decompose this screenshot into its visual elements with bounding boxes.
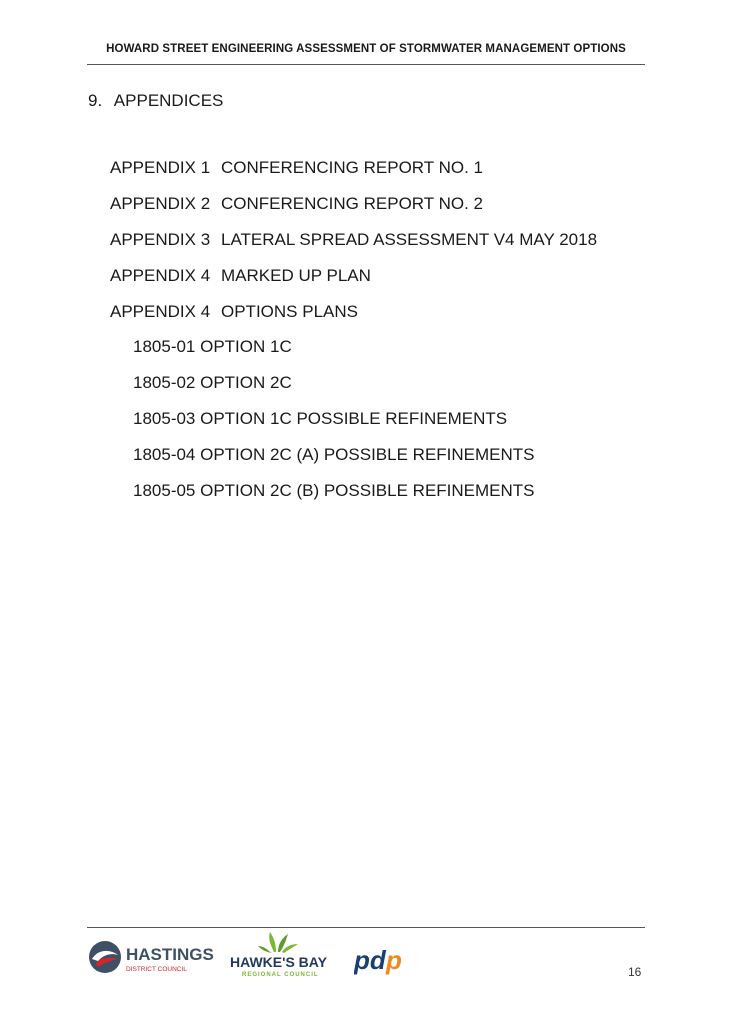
appendix-number: APPENDIX 2 (110, 194, 211, 213)
pdp-logo (354, 945, 410, 977)
svg-text:HAWKE'S BAY: HAWKE'S BAY (230, 954, 327, 970)
appendix-title: LATERAL SPREAD ASSESSMENT V4 MAY 2018 (221, 230, 598, 249)
svg-text:REGIONAL COUNCIL: REGIONAL COUNCIL (242, 972, 319, 978)
section-number: 9. (88, 91, 103, 110)
appendix-item (110, 222, 597, 258)
appendix-number: APPENDIX 3 (110, 230, 211, 249)
running-header: HOWARD STREET ENGINEERING ASSESSMENT OF STORMWATER MANAGEMENT OPTIONS (106, 43, 626, 55)
svg-text:p: p (386, 945, 402, 975)
appendix-title: CONFERENCING REPORT NO. 1 (221, 158, 483, 177)
plan-item: 1805-05 OPTION 2C (B) POSSIBLE REFINEMENTS (133, 481, 535, 500)
plan-item: 1805-03 OPTION 1C POSSIBLE REFINEMENTS (133, 409, 508, 428)
appendix-number: APPENDIX 1 (110, 158, 211, 177)
section-title: APPENDICES (113, 91, 224, 110)
hastings-district-council-logo (88, 937, 218, 977)
header-divider (87, 64, 645, 65)
page-number: 16 (628, 965, 642, 979)
appendix-number: APPENDIX 4 (110, 266, 211, 285)
svg-text:HASTINGS: HASTINGS (126, 945, 214, 964)
plan-item: 1805-01 OPTION 1C (133, 337, 292, 356)
appendix-title: MARKED UP PLAN (221, 266, 371, 285)
options-plans-list (133, 329, 535, 509)
svg-text:pd: pd (354, 945, 386, 975)
appendix-item (110, 186, 597, 222)
plan-item: 1805-04 OPTION 2C (A) POSSIBLE REFINEMENTS (133, 445, 535, 464)
appendix-item (110, 150, 597, 186)
appendix-item (110, 258, 597, 294)
hawkes-bay-regional-council-logo (230, 930, 340, 978)
svg-text:DISTRICT COUNCIL: DISTRICT COUNCIL (126, 966, 187, 973)
appendix-number: APPENDIX 4 (110, 302, 211, 321)
appendix-list (110, 150, 597, 330)
appendix-item (110, 294, 597, 330)
plan-item: 1805-02 OPTION 2C (133, 373, 292, 392)
footer-divider (87, 927, 645, 928)
section-heading (88, 91, 223, 111)
appendix-title: OPTIONS PLANS (221, 302, 358, 321)
appendix-title: CONFERENCING REPORT NO. 2 (221, 194, 483, 213)
